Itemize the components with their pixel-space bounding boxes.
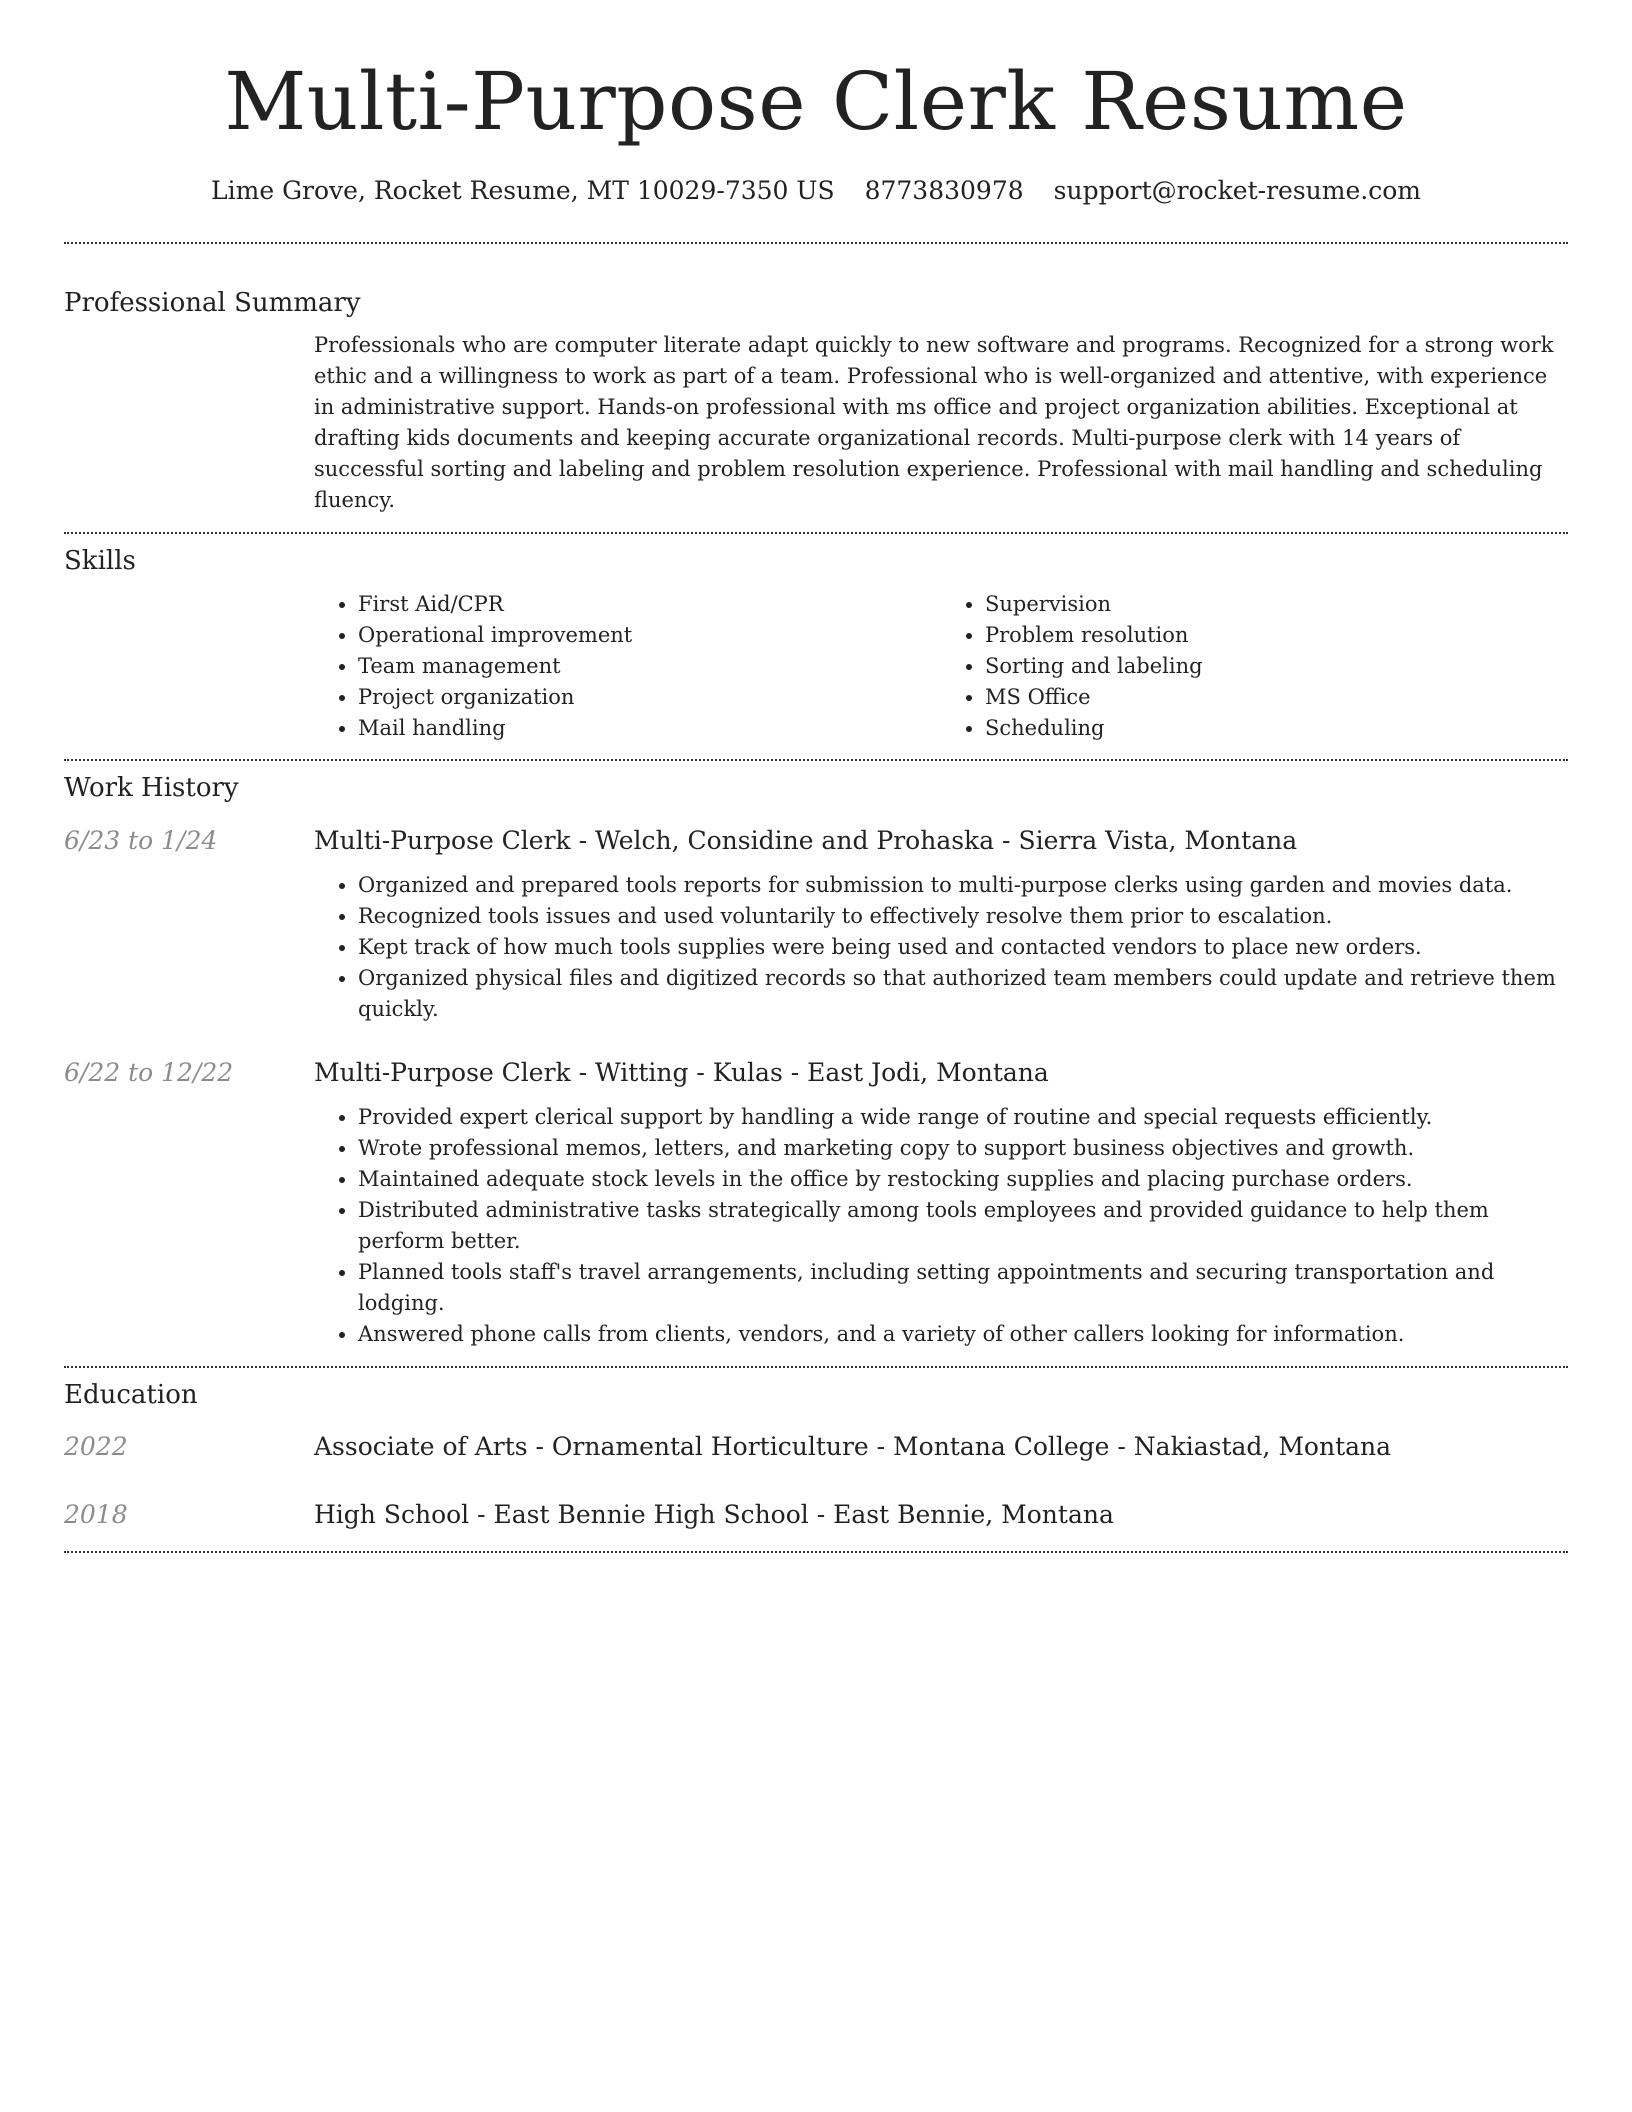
job-entry — [64, 823, 1568, 1025]
job-header — [64, 1055, 1568, 1091]
job-bullet: • Organized physical files and digitized records so that authorized team members could update and retrieve them quickly. — [358, 963, 1568, 1025]
skill-item: • First Aid/CPR — [358, 589, 941, 620]
divider — [64, 759, 1568, 761]
job-bullet: • Kept track of how much tools supplies were being used and contacted vendors to place new orders. — [358, 932, 1568, 963]
skill-item: • Team management — [358, 651, 941, 682]
section-heading-summary: Professional Summary — [64, 288, 361, 318]
job-bullet: • Wrote professional memos, letters, and marketing copy to support business objectives and growth. — [358, 1133, 1568, 1164]
section-heading-work-history: Work History — [64, 773, 239, 803]
skills-column-right — [941, 589, 1568, 744]
education-year: 2022 — [64, 1432, 128, 1461]
job-dates: 6/22 to 12/22 — [64, 1058, 234, 1087]
summary-text: Professionals who are computer literate adapt quickly to new software and programs. Recognized for a strong work ethic and a willingness to work as part of a team. Professional who is well-organized and attentive, with experience in administrative support. Hands-on professional with ms office and project organization abilities. Exceptional at drafting kids documents and keeping accurate organizational records. Multi-purpose clerk with 14 years of successful sorting and labeling and problem resolution experience. Professional with mail handling and scheduling fluency. — [314, 333, 1554, 512]
education-entry — [64, 1497, 1568, 1533]
skill-item: • Scheduling — [985, 713, 1568, 744]
job-bullet: • Recognized tools issues and used voluntarily to effectively resolve them prior to escalation. — [358, 901, 1568, 932]
job-title: Multi-Purpose Clerk - Welch, Considine and Prohaska - Sierra Vista, Montana — [314, 826, 1298, 855]
job-bullet: • Planned tools staff's travel arrangements, including setting appointments and securing transportation and lodging. — [358, 1257, 1568, 1319]
skill-item: • Project organization — [358, 682, 941, 713]
job-bullets — [314, 870, 1568, 1025]
job-entry — [64, 1055, 1568, 1350]
resume-title: Multi-Purpose Clerk Resume — [224, 55, 1408, 148]
skills-column-left — [314, 589, 941, 744]
skill-item: • Sorting and labeling — [985, 651, 1568, 682]
job-dates: 6/23 to 1/24 — [64, 826, 218, 855]
education-detail: Associate of Arts - Ornamental Horticulture - Montana College - Nakiastad, Montana — [314, 1432, 1392, 1461]
job-bullet: • Organized and prepared tools reports for submission to multi-purpose clerks using garden and movies data. — [358, 870, 1568, 901]
skill-item: • MS Office — [985, 682, 1568, 713]
divider — [64, 1551, 1568, 1553]
summary-section — [314, 330, 1568, 516]
skill-item: • Supervision — [985, 589, 1568, 620]
divider — [64, 242, 1568, 244]
skill-item: • Operational improvement — [358, 620, 941, 651]
job-bullet: • Answered phone calls from clients, vendors, and a variety of other callers looking for information. — [358, 1319, 1568, 1350]
job-details — [314, 1102, 1568, 1350]
skills-list — [314, 589, 1568, 744]
education-entry — [64, 1429, 1568, 1465]
job-bullets — [314, 1102, 1568, 1350]
education-detail: High School - East Bennie High School - East Bennie, Montana — [314, 1500, 1114, 1529]
job-bullet: • Distributed administrative tasks strategically among tools employees and provided guidance to help them perform better. — [358, 1195, 1568, 1257]
contact-phone: 8773830978 — [864, 176, 1024, 205]
contact-address: Lime Grove, Rocket Resume, MT 10029-7350 US — [211, 176, 835, 205]
contact-email: support@rocket-resume.com — [1053, 176, 1421, 205]
job-title: Multi-Purpose Clerk - Witting - Kulas - East Jodi, Montana — [314, 1058, 1049, 1087]
job-header — [64, 823, 1568, 859]
section-heading-skills: Skills — [64, 546, 136, 576]
skill-item: • Problem resolution — [985, 620, 1568, 651]
job-bullet: • Maintained adequate stock levels in the office by restocking supplies and placing purchase orders. — [358, 1164, 1568, 1195]
contact-line — [64, 174, 1568, 208]
job-bullet: • Provided expert clerical support by handling a wide range of routine and special requests efficiently. — [358, 1102, 1568, 1133]
section-heading-education: Education — [64, 1380, 198, 1410]
skill-item: • Mail handling — [358, 713, 941, 744]
divider — [64, 532, 1568, 534]
job-details — [314, 870, 1568, 1025]
divider — [64, 1366, 1568, 1368]
education-year: 2018 — [64, 1500, 128, 1529]
